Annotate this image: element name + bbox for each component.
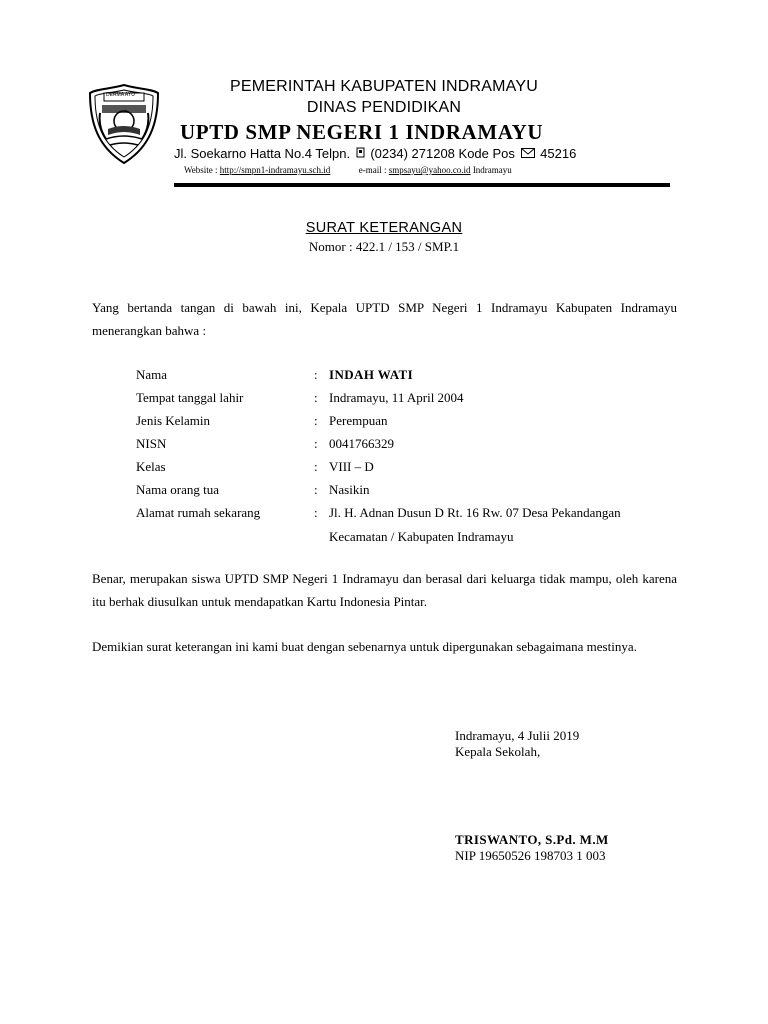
letter-title: SURAT KETERANGAN <box>305 220 463 236</box>
signer-nip: NIP 19650526 198703 1 003 <box>455 848 606 863</box>
regency-crest-icon <box>88 83 160 165</box>
field-row-address <box>136 501 681 549</box>
field-label: Nama orang tua <box>136 482 220 497</box>
field-colon: : <box>314 459 318 474</box>
envelope-icon <box>521 146 535 161</box>
field-label: Nama <box>136 367 168 382</box>
student-details <box>136 363 681 549</box>
field-colon: : <box>314 413 318 428</box>
field-colon: : <box>314 436 318 451</box>
field-value: Nasikin <box>329 482 370 497</box>
letterhead-divider <box>174 183 670 187</box>
field-row-birth <box>136 386 681 409</box>
email-label: e-mail : <box>358 165 387 175</box>
closing-paragraph: Demikian surat keterangan ini kami buat dengan sebenarnya untuk dipergunakan sebagaimana mestinya. <box>92 639 637 654</box>
website-label: Website : <box>184 165 218 175</box>
field-colon: : <box>314 390 318 405</box>
field-label: Kelas <box>136 459 166 474</box>
field-row-class <box>136 455 681 478</box>
field-label: Alamat rumah sekarang <box>136 505 261 520</box>
phone-text: (0234) 271208 Kode Pos <box>370 146 515 161</box>
field-value: Perempuan <box>329 413 388 428</box>
field-colon: : <box>314 482 318 497</box>
field-colon: : <box>314 367 318 382</box>
field-row-nisn <box>136 432 681 455</box>
signer-position: Kepala Sekolah, <box>455 744 541 759</box>
field-value: Indramayu, 11 April 2004 <box>329 390 464 405</box>
contact-line <box>184 165 512 175</box>
school-address <box>174 146 576 161</box>
field-label: Tempat tanggal lahir <box>136 390 244 405</box>
signature-block <box>455 728 579 760</box>
field-value: 0041766329 <box>329 436 394 451</box>
logo-text: DERMA AYU <box>106 92 135 98</box>
field-value: VIII – D <box>329 459 374 474</box>
place-date: Indramayu, 4 Julii 2019 <box>455 728 580 743</box>
field-value: INDAH WATI <box>329 367 414 382</box>
government-name: PEMERINTAH KABUPATEN INDRAMAYU <box>230 78 538 95</box>
statement-paragraph: Benar, merupakan siswa UPTD SMP Negeri 1 Indramayu dan berasal dari keluarga tidak mampu, oleh karena itu berhak diusulkan untuk mendapatkan Kartu Indonesia Pintar. <box>92 571 677 609</box>
letter-number: Nomor : 422.1 / 153 / SMP.1 <box>308 239 460 254</box>
website-link[interactable]: http://smpn1-indramayu.sch.id <box>219 165 331 175</box>
signer-name: TRISWANTO, S.Pd. M.M <box>455 832 609 847</box>
school-name: UPTD SMP NEGERI 1 INDRAMAYU <box>180 120 544 144</box>
field-row-gender <box>136 409 681 432</box>
signer-block <box>455 832 609 864</box>
field-row-parent <box>136 478 681 501</box>
phone-icon <box>356 146 365 161</box>
field-colon: : <box>314 505 318 520</box>
intro-paragraph: Yang bertanda tangan di bawah ini, Kepala UPTD SMP Negeri 1 Indramayu Kabupaten Indramayu menerangkan bahwa : <box>92 300 677 338</box>
email-suffix: Indramayu <box>472 165 512 175</box>
address-text: Jl. Soekarno Hatta No.4 Telpn. <box>174 146 351 161</box>
email-link[interactable]: smpsayu@yahoo.co.id <box>388 165 471 175</box>
field-label: NISN <box>136 436 167 451</box>
field-row-name <box>136 363 681 386</box>
postcode-text: 45216 <box>540 146 577 161</box>
department-name: DINAS PENDIDIKAN <box>306 99 462 116</box>
field-label: Jenis Kelamin <box>136 413 211 428</box>
field-value: Jl. H. Adnan Dusun D Rt. 16 Rw. 07 Desa Pekandangan Kecamatan / Kabupaten Indramayu <box>329 505 621 544</box>
